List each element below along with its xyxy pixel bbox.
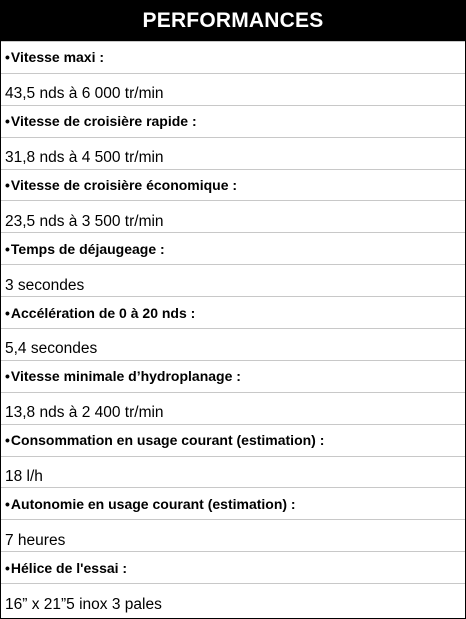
spec-label-row [1, 551, 465, 583]
spec-label-row [1, 41, 465, 73]
spec-value: 7 heures [5, 531, 66, 549]
spec-label: Vitesse minimale d’hydroplanage : [10, 368, 241, 385]
spec-label-row [1, 424, 465, 456]
spec-label-row [1, 360, 465, 392]
table-body [1, 41, 465, 615]
spec-value-row [1, 264, 465, 296]
spec-label-row [1, 296, 465, 328]
spec-label: Consommation en usage courant (estimation) : [10, 432, 325, 449]
table-header [1, 1, 465, 41]
bullet-icon: • [5, 113, 10, 130]
spec-value: 18 l/h [5, 468, 43, 486]
bullet-icon: • [5, 495, 10, 512]
bullet-icon: • [5, 432, 10, 449]
spec-value-row [1, 328, 465, 360]
spec-value: 3 secondes [5, 276, 85, 294]
bullet-icon: • [5, 368, 10, 385]
spec-value-row [1, 392, 465, 424]
spec-value-row [1, 519, 465, 551]
spec-label-row [1, 232, 465, 264]
spec-value: 13,8 nds à 2 400 tr/min [5, 404, 164, 422]
spec-label: Autonomie en usage courant (estimation) : [10, 495, 296, 512]
bullet-icon: • [5, 49, 10, 66]
spec-value-row [1, 73, 465, 105]
spec-value: 16” x 21”5 inox 3 pales [5, 595, 162, 613]
spec-label-row [1, 169, 465, 201]
spec-value-row [1, 583, 465, 615]
spec-label: Temps de déjaugeage : [10, 240, 165, 257]
spec-label: Vitesse de croisière rapide : [10, 113, 197, 130]
spec-label-row [1, 105, 465, 137]
spec-value-row [1, 200, 465, 232]
spec-value: 23,5 nds à 3 500 tr/min [5, 212, 164, 230]
spec-label: Hélice de l'essai : [10, 559, 128, 576]
spec-value-row [1, 137, 465, 169]
spec-label: Vitesse de croisière économique : [10, 177, 238, 193]
spec-value: 5,4 secondes [5, 340, 98, 358]
bullet-icon: • [5, 559, 10, 576]
spec-value: 43,5 nds à 6 000 tr/min [5, 85, 164, 103]
spec-label: Vitesse maxi : [10, 49, 105, 66]
bullet-icon: • [5, 240, 10, 257]
bullet-icon: • [5, 177, 10, 193]
spec-label: Accélération de 0 à 20 nds : [10, 304, 196, 321]
spec-value: 31,8 nds à 4 500 tr/min [5, 149, 164, 167]
spec-value-row [1, 456, 465, 488]
spec-label-row [1, 487, 465, 519]
bullet-icon: • [5, 304, 10, 321]
table-title: PERFORMANCES [142, 9, 324, 32]
